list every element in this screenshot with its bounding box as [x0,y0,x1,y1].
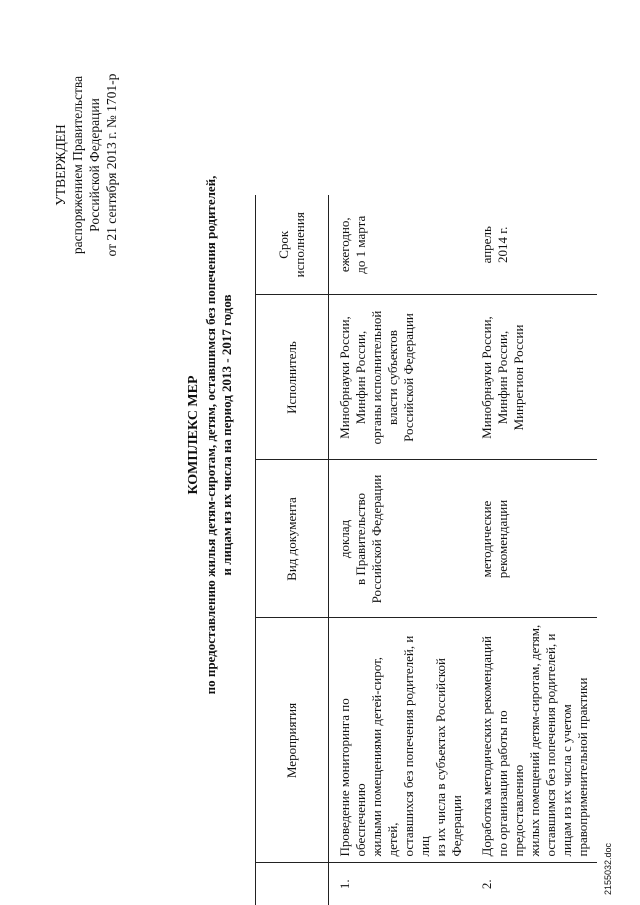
table-row [471,52,597,905]
row-executor: Минобрнауки России, Минфин России, Минрегион России [471,295,597,460]
header-empty [256,52,329,195]
header-doc-type: Вид документа [256,460,329,618]
approval-heading: УТВЕРЖДЕН [53,124,68,206]
row-number: 1. [337,879,352,890]
row-doc-type: доклад в Правительство Российской Федерации [329,460,472,618]
header-number [256,863,329,905]
measures-table [255,52,597,905]
approval-line: Российской Федерации [87,98,102,232]
row-measure: Доработка методических рекомендаций по организации работы по предоставлению жилых помещений детям-сиротам, детям, оставшимся без попечения родителей, и лицам из их числа с учетом правоприменительной практики [471,618,597,863]
table-header-row [256,52,329,905]
header-measures: Мероприятия [256,618,329,863]
header-executor: Исполнитель [256,295,329,460]
row-deadline: ежегодно, до 1 марта [329,195,472,295]
row-deadline: апрель 2014 г. [471,195,597,295]
row-executor: Минобрнауки России, Минфин России, органы исполнительной власти субъектов Российской Федерации [329,295,472,460]
row-doc-type: методические рекомендации [471,460,597,618]
document-file-code: 2155032.doc [603,842,613,895]
title-subtitle-line: и лицам из их числа на период 2013 - 2017 годов [219,294,234,576]
row-number: 2. [479,879,494,890]
header-deadline: Срок исполнения [256,195,329,295]
approval-date-number: от 21 сентября 2013 г. № 1701-р [104,73,119,257]
approval-line: распоряжением Правительства [70,75,85,255]
title-main: КОМПЛЕКС МЕР [186,375,201,495]
title-subtitle-line: по предоставлению жилья детям-сиротам, детям, оставшимся без попечения родителей, [203,175,218,695]
table-row [329,52,472,905]
row-measure: Проведение мониторинга по обеспечению жилыми помещениями детей-сирот, детей, оставшихся без попечения родителей, и лиц из их числа в субъектах Российской Федерации [329,618,472,863]
document-title [186,115,235,755]
approval-stamp [52,0,120,330]
